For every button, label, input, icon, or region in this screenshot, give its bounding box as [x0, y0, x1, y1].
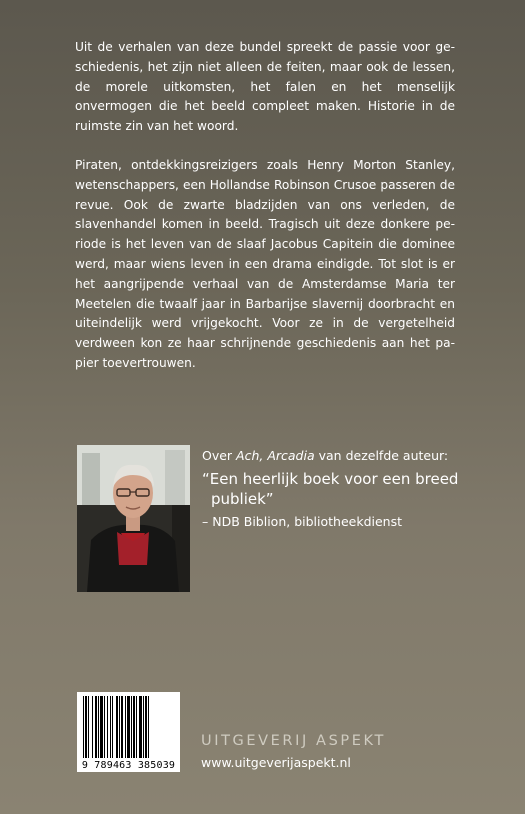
barcode-bar [121, 696, 123, 758]
barcode-bar [133, 696, 135, 758]
barcode-bar [119, 696, 120, 758]
barcode-bar [104, 696, 105, 758]
review-source: – NDB Biblion, bibliotheekdienst [202, 514, 403, 529]
isbn-number: 9 789463 385039 [81, 760, 176, 771]
isbn-barcode [77, 692, 180, 772]
barcode-bar [148, 696, 149, 758]
review-block [202, 447, 462, 531]
publisher-name: UITGEVERIJ ASPEKT [201, 733, 386, 749]
barcode-bar [116, 696, 118, 758]
barcode-bar [143, 696, 144, 758]
back-cover-blurb [75, 38, 455, 393]
barcode-bar [107, 696, 108, 758]
barcode-bar [85, 696, 87, 758]
review-intro-prefix: Over [202, 448, 237, 463]
barcode-bar [131, 696, 132, 758]
barcode-bars [77, 692, 180, 760]
review-intro [202, 447, 462, 465]
blurb-paragraph-1: Uit de verhalen van deze bundel spreekt de passie voor geschiedenis, het zijn niet alleen de feiten, maar ook de lessen, de morele uitkomsten, het falen en het menselijk onvermogen die het beeld compleet maken. Historie in de ruimste zin van het woord. [75, 40, 455, 134]
review-quote-line-1: “Een heerlijk boek voor een breed [202, 470, 459, 488]
review-intro-suffix: van dezelfde auteur: [314, 448, 449, 463]
review-quote-line-2: publiek” [211, 490, 274, 508]
review-quote [202, 469, 462, 509]
author-photo [77, 445, 190, 592]
barcode-bar [95, 696, 97, 758]
barcode-bar [145, 696, 147, 758]
barcode-bar [100, 696, 103, 758]
barcode-bar [112, 696, 113, 758]
barcode-bar [88, 696, 89, 758]
review-book-title: Ach, Arcadia [236, 448, 315, 463]
barcode-bar [110, 696, 111, 758]
barcode-bar [98, 696, 99, 758]
barcode-bar [83, 696, 84, 758]
barcode-bar [139, 696, 142, 758]
publisher-website: www.uitgeverijaspekt.nl [201, 755, 351, 770]
blurb-paragraph-2: Piraten, ontdekkingsreizigers zoals Henry Morton Stanley, wetenschappers, een Hollandse Robinson Crusoe passeren de revue. Ook de zwarte bladzijden van ons verleden, de slavenhandel komen in beeld. Tragisch uit deze donkere periode is het leven van de slaaf Jacobus Capitein die dominee werd, maar wiens leven in een drama eindigde. Tot slot is er het aangrijpende verhaal van de Amsterdamse Maria ter Meetelen die twaalf jaar in Barbarijse slavernij doorbracht en uiteindelijk werd vrijgekocht. Voor ze in de vergetelheid verdween kon ze haar schrijnende geschiedenis aan het papier toevertrouwen. [75, 157, 455, 370]
barcode-bar [136, 696, 137, 758]
barcode-bar [92, 696, 93, 758]
barcode-bar [127, 696, 130, 758]
barcode-bar [125, 696, 126, 758]
